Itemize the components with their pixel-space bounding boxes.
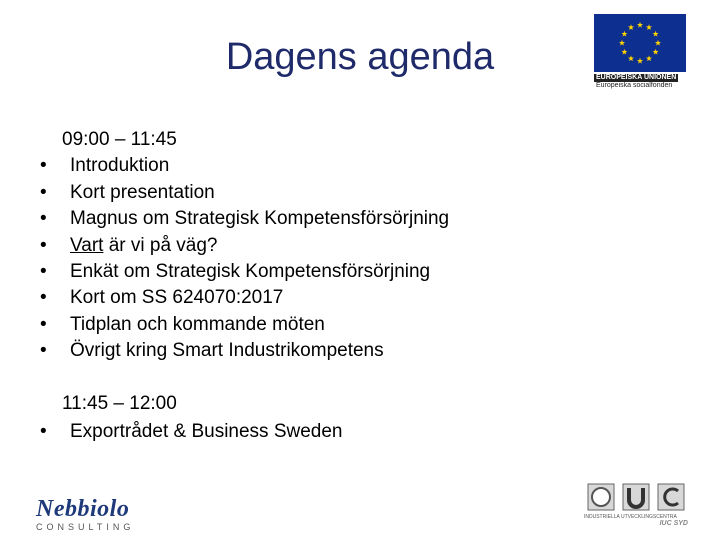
iuc-name: IUC SYD	[659, 520, 688, 527]
item-text: är vi på väg?	[103, 234, 218, 256]
item-text: Enkät om Strategisk Kompetensförsörjning	[70, 261, 431, 283]
list-item	[40, 285, 449, 311]
slide-title: Dagens agenda	[225, 36, 495, 78]
list-item	[40, 259, 449, 285]
eu-logo-line1: EUROPEISKA UNIONEN	[596, 74, 677, 81]
item-text: Magnus om Strategisk Kompetensförsörjning	[70, 208, 450, 230]
list-item	[40, 206, 449, 232]
item-text: Introduktion	[70, 155, 170, 177]
agenda-time-2: 11:45 – 12:00	[62, 393, 177, 414]
bullet: •	[40, 261, 47, 283]
item-text: Kort presentation	[70, 181, 215, 203]
item-text: Övrigt kring Smart Industrikompetens	[70, 340, 384, 362]
agenda-block-1	[40, 127, 449, 365]
iuc-logo	[584, 482, 688, 527]
bullet: •	[40, 313, 47, 335]
eu-logo-line2: Europeiska socialfonden	[596, 82, 673, 89]
nebbiolo-logo	[36, 497, 134, 532]
bullet: •	[40, 234, 47, 256]
list-item	[40, 338, 449, 364]
nebbiolo-logo-name: Nebbiolo	[36, 496, 130, 522]
list-item	[40, 233, 449, 259]
agenda-time-1: 09:00 – 11:45	[62, 129, 177, 150]
underlined-word: Vart	[70, 234, 104, 256]
list-item	[40, 418, 343, 446]
list-item	[40, 312, 449, 338]
iuc-mark-icon	[584, 482, 688, 512]
eu-logo	[594, 14, 686, 90]
item-text: Exportrådet & Business Sweden	[70, 421, 343, 442]
bullet: •	[40, 181, 47, 203]
agenda-block-2	[40, 390, 343, 446]
bullet: •	[40, 155, 47, 177]
list-item	[40, 180, 449, 206]
bullet: •	[40, 208, 47, 230]
bullet: •	[40, 287, 47, 309]
bullet: •	[40, 340, 47, 362]
bullet: •	[40, 421, 47, 442]
list-item	[40, 153, 449, 179]
item-text: Kort om SS 624070:2017	[70, 287, 284, 309]
item-text: Tidplan och kommande möten	[70, 313, 325, 335]
nebbiolo-logo-sub: CONSULTING	[36, 522, 135, 532]
eu-flag-icon	[594, 14, 686, 72]
iuc-caption: INDUSTRIELLA UTVECKLINGSCENTRA	[584, 514, 677, 520]
